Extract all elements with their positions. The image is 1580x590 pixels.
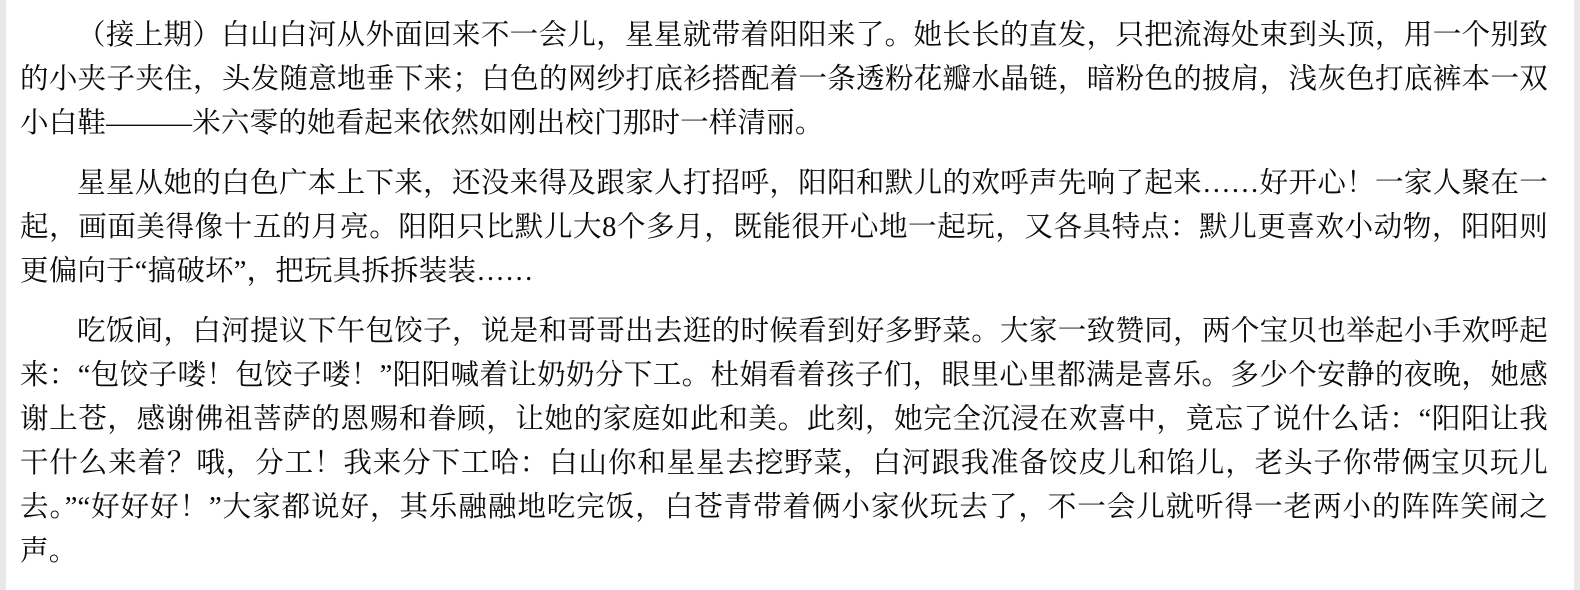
left-margin-rule [0,0,6,590]
paragraph-3: 吃饭间，白河提议下午包饺子，说是和哥哥出去逛的时候看到好多野菜。大家一致赞同，两个宝贝也举起小手欢呼起来：“包饺子喽！包饺子喽！”阳阳喊着让奶奶分下工。杜娟看着孩子们，眼里心里都满是喜乐。多少个安静的夜晚，她感谢上苍，感谢佛祖菩萨的恩赐和眷顾，让她的家庭如此和美。此刻，她完全沉浸在欢喜中，竟忘了说什么话：“阳阳让我干什么来着？哦，分工！我来分下工哈：白山你和星星去挖野菜，白河跟我准备饺皮儿和馅儿，老头子你带俩宝贝玩儿去。”“好好好！”大家都说好，其乐融融地吃完饭，白苍青带着俩小家伙玩去了，不一会儿就听得一老两小的阵阵笑闹之声。 [20,316,1548,567]
paragraph-1: （接上期）白山白河从外面回来不一会儿，星星就带着阳阳来了。她长长的直发，只把流海处束到头顶，用一个别致的小夹子夹住，头发随意地垂下来；白色的网纱打底衫搭配着一条透粉花瓣水晶链，暗粉色的披肩，浅灰色打底裤本一双小白鞋———米六零的她看起来依然如刚出校门那时一样清丽。 [20,20,1548,139]
right-margin-rule [1574,0,1580,590]
article-body [14,14,1554,574]
paragraph-2: 星星从她的白色广本上下来，还没来得及跟家人打招呼，阳阳和默儿的欢呼声先响了起来……好开心！一家人聚在一起，画面美得像十五的月亮。阳阳只比默儿大8个多月，既能很开心地一起玩，又各具特点：默儿更喜欢小动物，阳阳则更偏向于“搞破坏”，把玩具拆拆装装…… [20,168,1548,287]
